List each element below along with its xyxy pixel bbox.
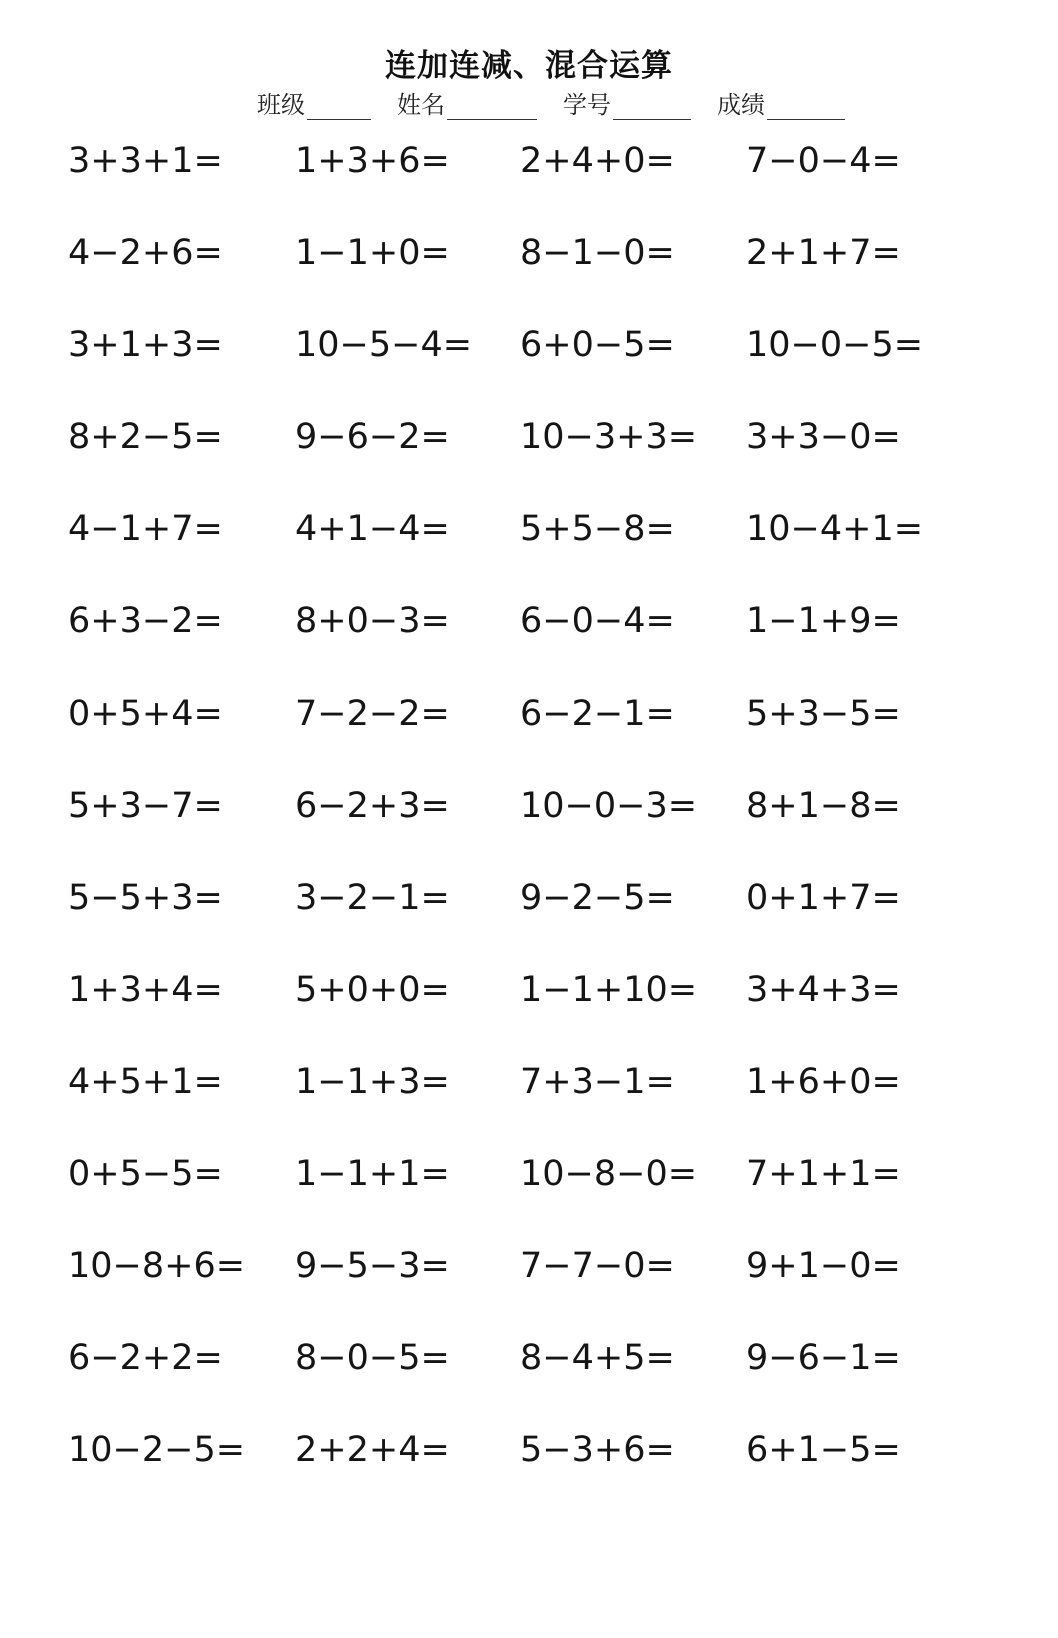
- math-problem: 7−7−0=: [520, 1246, 675, 1287]
- math-problem: 7+3−1=: [520, 1061, 675, 1102]
- class-blank[interactable]: [307, 93, 371, 120]
- class-label: 班级: [257, 91, 305, 119]
- math-problem: 4−1+7=: [68, 509, 223, 550]
- math-problem: 3−2−1=: [295, 877, 450, 918]
- math-problem: 6+3−2=: [68, 601, 223, 642]
- name-field: [397, 85, 537, 120]
- math-problem: 10−8+6=: [68, 1246, 246, 1287]
- student-id-field: [563, 85, 691, 120]
- score-blank[interactable]: [767, 93, 845, 120]
- score-label: 成绩: [717, 91, 765, 119]
- score-field: [717, 85, 845, 120]
- math-problem: 7−0−4=: [746, 141, 901, 181]
- math-problem: 10−4+1=: [746, 509, 924, 550]
- math-problem: 4−2+6=: [68, 233, 223, 274]
- math-problem: 8+0−3=: [295, 601, 450, 642]
- math-problem: 3+4+3=: [746, 969, 901, 1010]
- math-problem: 5−5+3=: [68, 877, 223, 918]
- math-problem: 6−2+2=: [68, 1338, 223, 1379]
- math-problem: 10−8−0=: [520, 1154, 698, 1195]
- student-id-blank[interactable]: [613, 93, 691, 120]
- math-problem: 4+1−4=: [295, 509, 450, 550]
- math-problem: 10−2−5=: [68, 1430, 246, 1471]
- math-problem: 7+1+1=: [746, 1154, 901, 1195]
- math-problem: 10−3+3=: [520, 417, 698, 458]
- math-problem: 0+5+4=: [68, 693, 223, 734]
- math-problem: 6−2−1=: [520, 693, 675, 734]
- math-problem: 0+1+7=: [746, 877, 901, 918]
- math-problem: 6−2+3=: [295, 785, 450, 826]
- math-problem: 8−4+5=: [520, 1338, 675, 1379]
- math-problem: 1−1+0=: [295, 233, 450, 274]
- math-problem: 5+0+0=: [295, 969, 450, 1010]
- math-problem: 5+5−8=: [520, 509, 675, 550]
- math-problem: 10−0−3=: [520, 785, 698, 826]
- math-problem: 9−6−1=: [746, 1338, 901, 1379]
- math-problem: 9−5−3=: [295, 1246, 450, 1287]
- math-problem: 6+1−5=: [746, 1430, 901, 1471]
- math-problem: 10−0−5=: [746, 325, 924, 366]
- math-problem: 8+2−5=: [68, 417, 223, 458]
- math-problem: 2+4+0=: [520, 141, 675, 181]
- math-problem: 5−3+6=: [520, 1430, 675, 1471]
- math-problem: 7−2−2=: [295, 693, 450, 734]
- math-problem: 4+5+1=: [68, 1061, 223, 1102]
- problem-grid: [68, 138, 946, 1519]
- math-problem: 3+3+1=: [68, 141, 223, 181]
- student-info-row: [257, 86, 871, 120]
- math-problem: 1−1+9=: [746, 601, 901, 642]
- class-field: [257, 85, 371, 120]
- name-label: 姓名: [397, 91, 445, 119]
- math-problem: 5+3−5=: [746, 693, 901, 734]
- student-id-label: 学号: [563, 91, 611, 119]
- math-problem: 3+3−0=: [746, 417, 901, 458]
- worksheet-title: 连加连减、混合运算: [385, 48, 673, 84]
- math-problem: 1−1+10=: [520, 969, 698, 1010]
- math-problem: 1+6+0=: [746, 1061, 901, 1102]
- math-problem: 2+2+4=: [295, 1430, 450, 1471]
- name-blank[interactable]: [447, 93, 537, 120]
- math-problem: 1+3+6=: [295, 141, 450, 181]
- math-problem: 3+1+3=: [68, 325, 223, 366]
- math-problem: 8−0−5=: [295, 1338, 450, 1379]
- math-problem: 8+1−8=: [746, 785, 901, 826]
- math-problem: 0+5−5=: [68, 1154, 223, 1195]
- math-problem: 1+3+4=: [68, 969, 223, 1010]
- math-problem: 6−0−4=: [520, 601, 675, 642]
- math-problem: 9−2−5=: [520, 877, 675, 918]
- math-problem: 9−6−2=: [295, 417, 450, 458]
- math-problem: 2+1+7=: [746, 233, 901, 274]
- math-problem: 5+3−7=: [68, 785, 223, 826]
- math-problem: 6+0−5=: [520, 325, 675, 366]
- math-problem: 9+1−0=: [746, 1246, 901, 1287]
- math-problem: 1−1+3=: [295, 1061, 450, 1102]
- math-problem: 1−1+1=: [295, 1154, 450, 1195]
- math-problem: 8−1−0=: [520, 233, 675, 274]
- math-problem: 10−5−4=: [295, 325, 473, 366]
